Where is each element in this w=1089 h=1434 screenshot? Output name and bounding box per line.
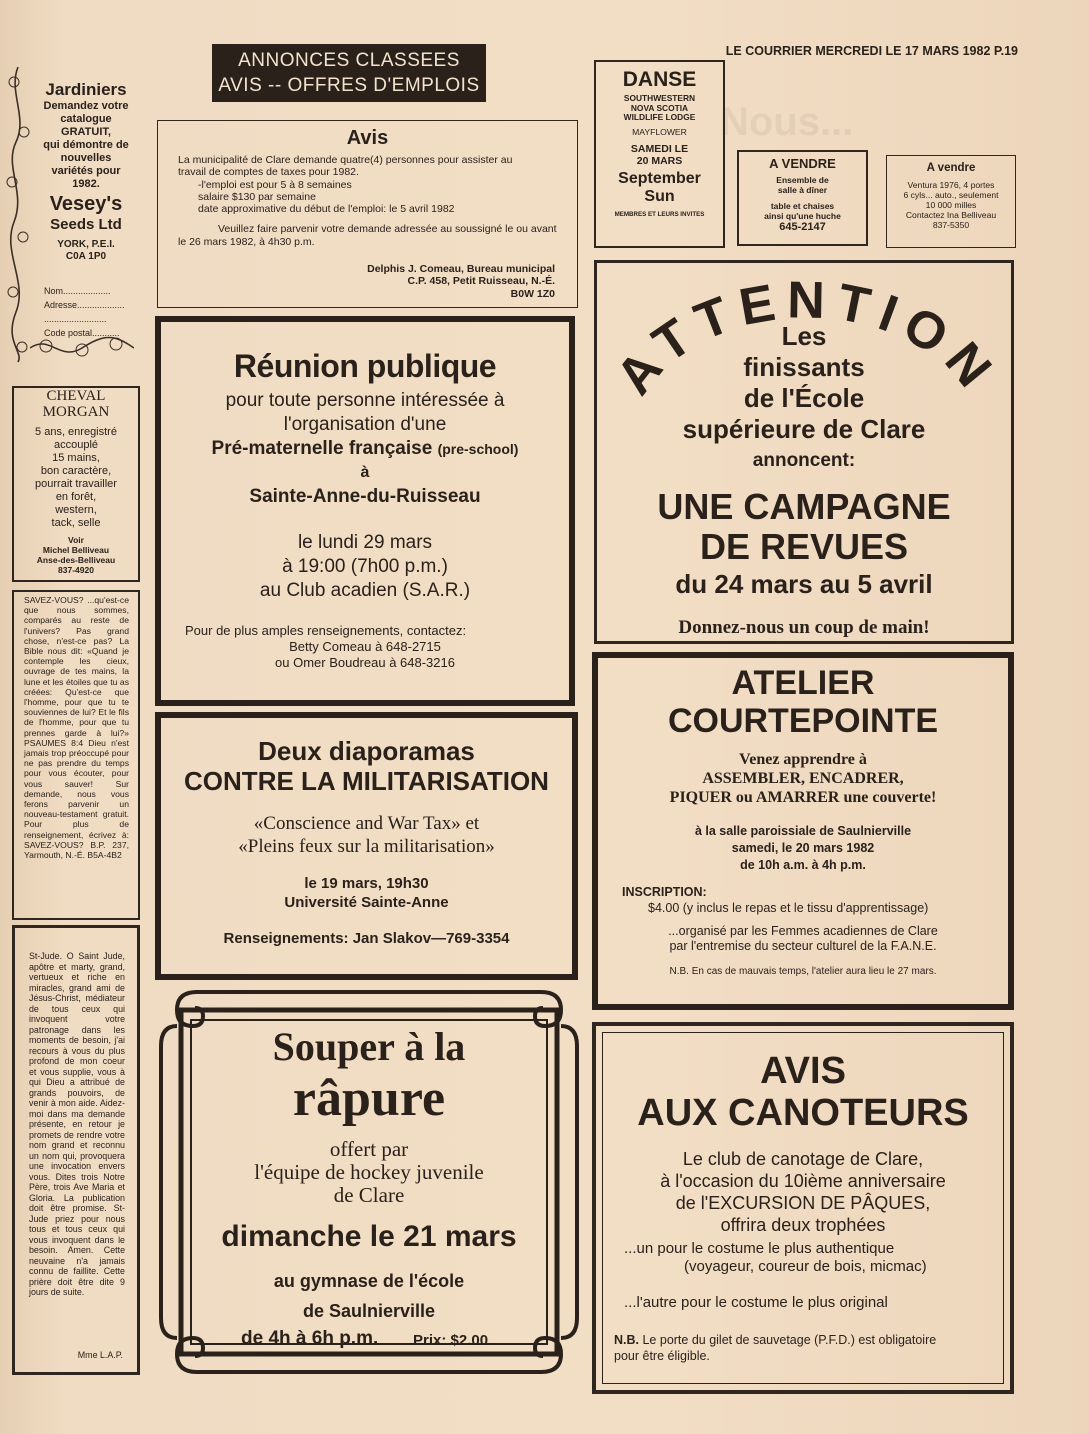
ad-title: CONTRE LA MILITARISATION <box>184 766 549 796</box>
org-line: SOUTHWESTERN <box>623 93 696 103</box>
band-name: September <box>618 169 701 187</box>
ad-line: l'organisation d'une <box>283 414 447 435</box>
organizer-line: par l'entremise du secteur culturel de la F.A.N.E. <box>669 939 937 953</box>
trophy-line: ...un pour le costume le plus authentique <box>624 1240 895 1257</box>
time-line: de 10h a.m. à 4h p.m. <box>740 858 866 872</box>
ad-title: A VENDRE <box>769 156 836 171</box>
address-line: YORK, P.E.I. <box>57 239 115 250</box>
ad-line: nouvelles <box>60 152 112 164</box>
ad-line: accouplé <box>53 439 99 451</box>
st-jude-prayer <box>12 925 140 1375</box>
ad-line: offert par <box>329 1137 409 1161</box>
ad-line-bold: Pré-maternelle française <box>211 438 433 459</box>
ad-title: MORGAN <box>42 404 110 420</box>
ad-line: finissants <box>743 352 865 382</box>
location-line: Sainte-Anne-du-Ruisseau <box>249 486 481 507</box>
place-line: à la salle paroissiale de Saulnierville <box>694 824 912 838</box>
ad-line: 6 cyls... auto., seulement <box>903 190 999 200</box>
reunion-publique-ad <box>155 316 575 706</box>
trophy-line: ...l'autre pour le costume le plus original <box>624 1294 888 1311</box>
ad-line: bon caractère, <box>40 465 112 477</box>
form-field: Code postal........... <box>44 328 120 338</box>
nb-text: pour être éligible. <box>614 1349 710 1363</box>
film-title: «Pleins feux sur la militarisation» <box>238 836 495 857</box>
ad-line: 1982. <box>72 178 100 190</box>
ad-line: pourrait travailler <box>35 478 117 490</box>
vesey-seeds-ad <box>4 62 134 367</box>
ad-line: variétés pour <box>51 165 121 177</box>
ad-line: ainsi qu'une huche <box>764 211 841 221</box>
time-line: de 4h à 6h p.m. <box>241 1328 379 1349</box>
ad-line: table et chaises <box>770 201 835 211</box>
ad-line: -l'emploi est pour 5 à 8 semaines <box>198 178 352 191</box>
ad-line: offrira deux trophées <box>720 1215 886 1235</box>
a-vendre-dining-ad <box>737 150 868 246</box>
ad-note: N.B. En cas de mauvais temps, l'atelier aura lieu le 27 mars. <box>669 966 937 977</box>
classifieds-banner <box>212 44 486 102</box>
date-line: le 19 mars, 19h30 <box>304 875 429 892</box>
arc-title: ATTENTION <box>605 271 1009 406</box>
ad-title: DANSE <box>622 68 697 91</box>
ad-line: de l'École <box>743 383 865 413</box>
ad-line: Venez apprendre à <box>739 751 867 768</box>
phone-number: 837-5350 <box>932 220 970 230</box>
place-line: Université Sainte-Anne <box>284 894 449 911</box>
ad-line: pour toute personne intéressée à <box>225 390 505 411</box>
place-line: de Saulnierville <box>302 1301 436 1321</box>
nb-text: Le porte du gilet de sauvetage (P.F.D.) est obligatoire <box>642 1333 937 1347</box>
campaign-title: UNE CAMPAGNE <box>657 486 951 527</box>
ad-line: PIQUER ou AMARRER une couverte! <box>669 789 937 806</box>
ad-line: date approximative du début de l'emploi: le 5 avril 1982 <box>198 203 455 216</box>
signature-line: B0W 1Z0 <box>510 287 555 300</box>
contact-line: Renseignements: Jan Slakov—769-3354 <box>223 930 510 947</box>
ad-line: annoncent: <box>752 450 856 471</box>
ad-line: à l'occasion du 10ième anniversaire <box>660 1171 946 1191</box>
ad-title: CHEVAL <box>46 388 106 404</box>
ad-line: salle à dîner <box>777 185 828 195</box>
ad-line: 5 ans, enregistré <box>35 426 117 438</box>
avis-canoteurs-ad <box>592 1022 1014 1394</box>
time-line: à 19:00 (7h00 p.m.) <box>282 556 448 577</box>
ad-line-note: (pre-school) <box>437 441 519 457</box>
ad-line: GRATUIT, <box>61 126 111 138</box>
date-line: samedi, le 20 mars 1982 <box>731 841 875 855</box>
form-field: ......................... <box>44 314 107 324</box>
ad-line: Les <box>781 321 827 351</box>
organizer-line: ...organisé par les Femmes acadiennes de Clare <box>668 924 938 938</box>
brand-name: Vesey's <box>49 193 123 215</box>
price-line: Prix: $2.00 <box>413 1332 489 1349</box>
ad-title: ATELIER <box>731 664 875 702</box>
ad-line: Le club de canotage de Clare, <box>682 1149 924 1169</box>
contact-line: Betty Comeau à 648-2715 <box>289 639 441 654</box>
diaporamas-ad <box>155 712 578 980</box>
ad-title: AVIS <box>760 1050 846 1092</box>
ad-line: La municipalité de Clare demande quatre(4) personnes pour assister au <box>178 154 513 166</box>
ad-line: de l'EXCURSION DE PÂQUES, <box>675 1193 931 1213</box>
ad-line: travail de comptes de taxes pour 1982. <box>178 166 359 179</box>
ad-line: Contactez Ina Belliveau <box>905 210 997 220</box>
contact-line: Pour de plus amples renseignements, contactez: <box>185 623 467 638</box>
form-field: Nom................... <box>44 286 111 296</box>
ad-line: en forêt, <box>55 491 97 503</box>
ad-line: qui démontre de <box>43 139 129 151</box>
brand-subtitle: Seeds Ltd <box>50 216 122 233</box>
ad-title: AUX CANOTEURS <box>637 1092 969 1134</box>
avis-ad <box>157 120 578 308</box>
prayer-body: St-Jude. O Saint Jude, apôtre et marty, grand, vertueux et riche en miracles, grand ami de Jésus-Christ, médiateur de tous ceux qui invoquent votre patronage dans les moments de besoin, j'ai recours à vous du plus profond de mon coeur et vous supplie, vous à qui Dieu a attribué de grands pouvoirs, de venir à mon aide. Aidez-moi dans ma demande présente, en retour je promets de rendre votre nom grand et reconnu un nom qui, provoquera une invocation envers vous. Dites trois Notre Père, trois Ave Maria et Gloria. La publication doit être promise. St-Jude priez pour nous tous et tous ceux qui vous invoquent dans le besoin. Amen. Cette neuvaine n'a jamais connu de faillite. Cette prière doit être dite 9 jours de suite. <box>29 951 125 1297</box>
ad-footer: Donnez-nous un coup de main! <box>678 617 930 638</box>
ad-line: 10 000 milles <box>925 200 977 210</box>
ad-line: l'équipe de hockey juvenile <box>254 1160 484 1184</box>
ad-line: 15 mains, <box>52 452 100 464</box>
contact-line: Michel Belliveau <box>42 545 110 555</box>
trophy-line: (voyageur, coureur de bois, micmac) <box>684 1258 927 1275</box>
ad-line: Demandez votre <box>43 100 129 112</box>
date-range: du 24 mars au 5 avril <box>675 569 933 599</box>
ad-line: tack, selle <box>51 517 101 529</box>
ad-title: râpure <box>292 1070 446 1127</box>
ad-line: catalogue <box>60 113 112 125</box>
band-name: Sun <box>644 187 675 205</box>
banner-title: ANNONCES CLASSEES <box>238 50 460 71</box>
ad-title: Souper à la <box>272 1024 466 1069</box>
a-vendre-car-ad <box>886 155 1016 248</box>
ad-line: supérieure de Clare <box>682 414 926 444</box>
ad-line: à <box>360 464 370 481</box>
prayer-signature: Mme L.A.P. <box>77 1350 123 1360</box>
masthead: LE COURRIER MERCREDI LE 17 MARS 1982 P.19 <box>725 44 1018 58</box>
ad-line: salaire $130 par semaine <box>198 190 316 203</box>
banner-subtitle: AVIS -- OFFRES D'EMPLOIS <box>218 75 480 96</box>
contact-line: ou Omer Boudreau à 648-3216 <box>275 655 455 670</box>
date-line: SAMEDI LE <box>630 142 689 155</box>
place-line: au Club acadien (S.A.R.) <box>259 580 471 601</box>
ad-title: Avis <box>346 127 389 149</box>
phone-number: 645-2147 <box>779 221 826 233</box>
savez-vous-ad <box>12 590 140 920</box>
contact-line: Anse-des-Belliveau <box>36 555 116 565</box>
souper-rapure-ad <box>157 986 581 1378</box>
footer-line: MEMBRES ET LEURS INVITES <box>614 210 705 218</box>
ad-line: de Clare <box>333 1183 405 1207</box>
place-line: MAYFLOWER <box>632 126 687 137</box>
address-line: C0A 1P0 <box>65 251 107 262</box>
ad-line: western, <box>55 504 97 516</box>
ad-title: Réunion publique <box>233 348 497 384</box>
atelier-courtepointe-ad <box>592 652 1014 1010</box>
ad-line: Veuillez faire parvenir votre demande adressée au soussigné le ou avant <box>218 223 557 236</box>
date-line: 20 MARS <box>636 154 683 167</box>
ad-line: le 26 mars 1982, à 4h30 p.m. <box>178 235 315 248</box>
org-line: WILDLIFE LODGE <box>623 112 696 122</box>
contact-line: 837-4920 <box>58 565 94 575</box>
danse-ad <box>594 60 725 248</box>
film-title: «Conscience and War Tax» et <box>253 813 480 834</box>
contact-line: Voir <box>68 535 84 545</box>
ad-body: SAVEZ-VOUS? ...qu'est-ce que nous sommes, comparés au reste de l'univers? Pas grand chose, n'est-ce pas? La Bible nous dit: «Quand je contemple les cieux, ouvrage de tes mains, la lune et les étoiles que tu as créées: Qu'est-ce que l'homme, pour que tu te souviennes de lui? Et le fils de l'homme, pour que tu prennes garde à lui?» PSAUMES 8:4 Dieu n'est jamais trop préoccupé pour ne pas prendre du temps pour vous écouter, pour vous sauver! Sur demande, nous vous ferons parvenir un nouveau-testament gratuit. Pour plus de renseignement, écrivez à: SAVEZ-VOUS? B.P. 237, Yarmouth, N.-É. B5A-4B2 <box>24 595 129 861</box>
event-date: dimanche le 21 mars <box>221 1220 517 1253</box>
campaign-title: DE REVUES <box>699 526 909 567</box>
ad-line: ASSEMBLER, ENCADRER, <box>702 770 904 787</box>
signature-line: C.P. 458, Petit Ruisseau, N.-É. <box>407 275 555 288</box>
ad-title: COURTEPOINTE <box>667 702 939 740</box>
signature-line: Delphis J. Comeau, Bureau municipal <box>367 263 555 275</box>
date-line: le lundi 29 mars <box>297 532 433 553</box>
show-through-text: Nous... <box>720 100 854 144</box>
ad-line: Ventura 1976, 4 portes <box>907 180 995 190</box>
nb-label: N.B. <box>614 1333 639 1347</box>
inscription-label: INSCRIPTION: <box>622 885 707 899</box>
ad-title: A vendre <box>926 162 976 174</box>
cheval-morgan-ad <box>12 386 140 582</box>
org-line: NOVA SCOTIA <box>630 102 689 113</box>
place-line: au gymnase de l'école <box>273 1271 465 1291</box>
inscription-value: $4.00 (y inclus le repas et le tissu d'apprentissage) <box>648 901 929 915</box>
ad-title: Deux diaporamas <box>258 736 475 766</box>
ad-line: Ensemble de <box>776 175 829 185</box>
ad-title: Jardiniers <box>45 80 127 99</box>
attention-ad <box>594 260 1014 644</box>
form-field: Adresse................... <box>44 300 125 310</box>
